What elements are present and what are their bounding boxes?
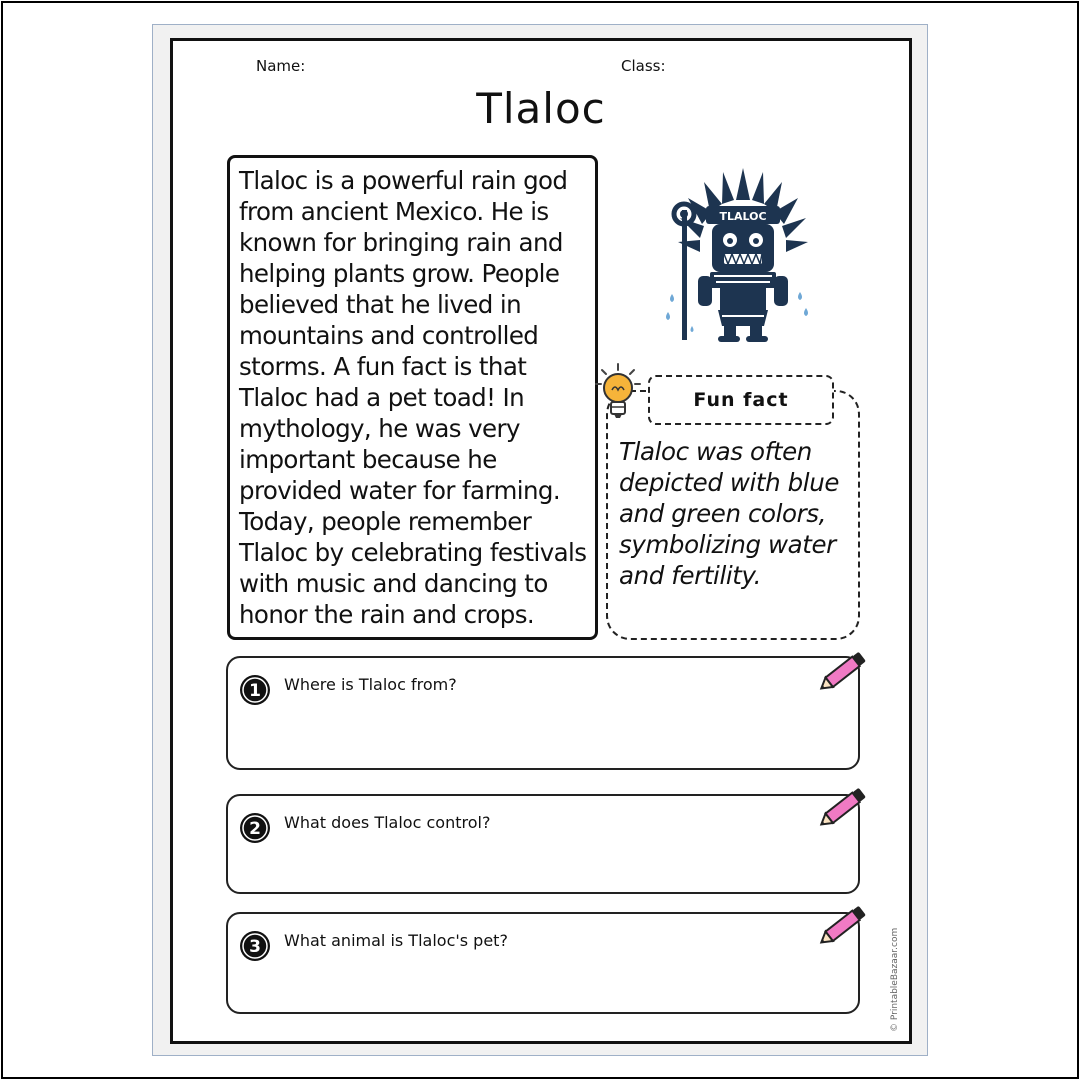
number-badge-icon — [239, 930, 271, 962]
pencil-icon — [816, 648, 872, 696]
question-number: 2 — [249, 819, 261, 839]
fun-fact-text: Tlaloc was often depicted with blue and green colors, symbolizing water and fertility. — [619, 437, 839, 590]
number-badge-icon — [239, 812, 271, 844]
question-number: 3 — [249, 937, 261, 957]
name-label: Name: — [256, 57, 306, 75]
class-label: Class: — [621, 57, 666, 75]
fun-fact-heading: Fun fact — [648, 375, 834, 425]
question-number: 1 — [249, 681, 261, 701]
page-title: Tlaloc — [476, 84, 606, 133]
copyright-text: © PrintableBazaar.com — [890, 927, 900, 1032]
number-badge-icon — [239, 674, 271, 706]
question-box-3[interactable] — [226, 912, 860, 1014]
aztec-god-icon — [660, 166, 826, 346]
lightbulb-icon — [594, 362, 642, 422]
question-text: Where is Tlaloc from? — [284, 675, 457, 694]
question-text: What does Tlaloc control? — [284, 813, 491, 832]
question-box-2[interactable] — [226, 794, 860, 894]
headband-text: TLALOC — [719, 210, 767, 223]
pencil-icon — [816, 784, 872, 832]
question-box-1[interactable] — [226, 656, 860, 770]
question-text: What animal is Tlaloc's pet? — [284, 931, 508, 950]
pencil-icon — [816, 902, 872, 950]
reading-passage: Tlaloc is a powerful rain god from ancient Mexico. He is known for bringing rain and helping plants grow. People believed that he lived in mountains and controlled storms. A fun fact is that Tlaloc had a pet toad! In mythology, he was very important because he provided water for farming. Today, people remember Tlaloc by celebrating festivals with music and dancing to honor the rain and crops. — [227, 155, 598, 640]
